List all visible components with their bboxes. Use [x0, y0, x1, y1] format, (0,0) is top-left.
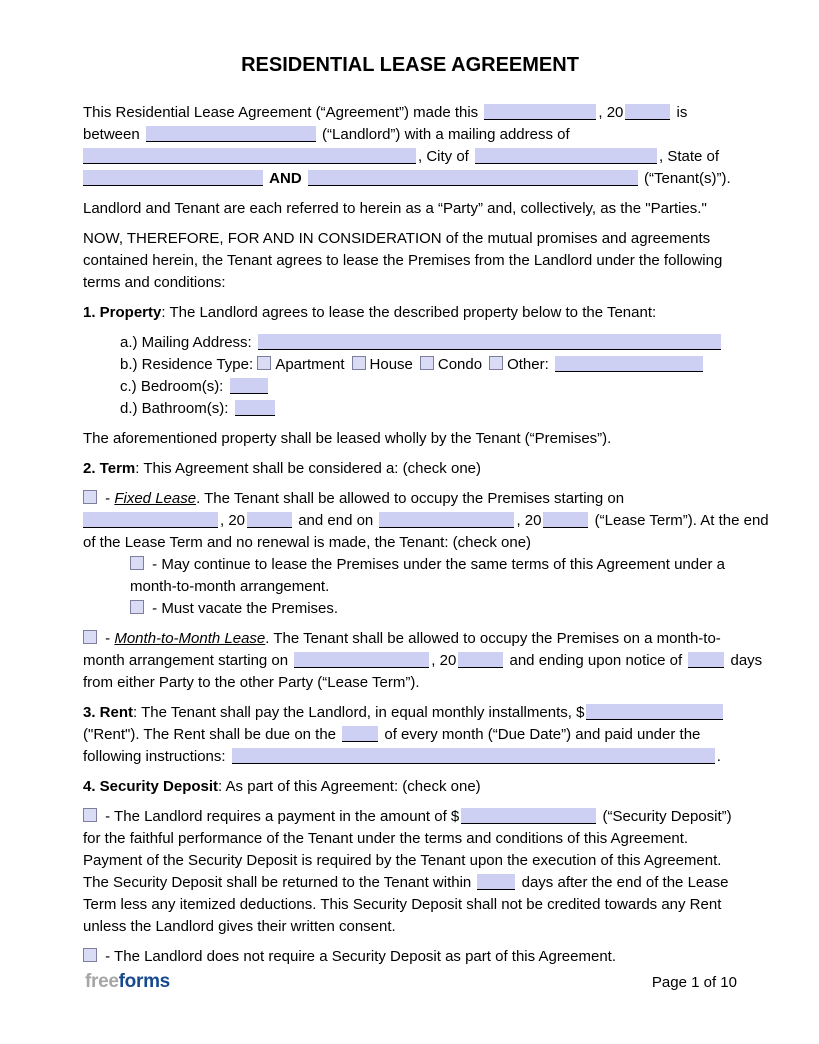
month-to-month-block [83, 628, 763, 694]
parties-paragraph [83, 198, 737, 220]
fixed-lease-dash: - [101, 490, 115, 507]
intro-text: between [83, 126, 144, 143]
fixed-option-text: - May continue to lease the Premises under the same terms of this Agreement under a [148, 556, 725, 573]
property-heading-text: : The Landlord agrees to lease the described property below to the Tenant: [161, 304, 657, 321]
fixed-option-vacate [130, 598, 737, 620]
deposit-line-1 [83, 806, 737, 828]
item-label: d.) Bathroom(s): [120, 400, 233, 417]
section-number-property: 1. Property [83, 304, 162, 321]
fixed-lease-text: , 20 [516, 512, 542, 529]
consideration-line: NOW, THEREFORE, FOR AND IN CONSIDERATION of the mutual promises and agreements [83, 230, 711, 247]
field-fixed-end-year[interactable] [543, 512, 588, 528]
intro-text: (“Tenant(s)”). [639, 170, 731, 187]
property-list [83, 332, 737, 420]
deposit-line-6: unless the Landlord gives their written consent. [83, 918, 396, 935]
field-landlord-city[interactable] [475, 148, 657, 164]
intro-line-4 [83, 168, 737, 190]
checkbox-other[interactable] [489, 356, 503, 370]
field-property-mailing-address[interactable] [258, 334, 721, 350]
checkbox-house[interactable] [352, 356, 366, 370]
rent-text: of every month (“Due Date”) and paid under the [380, 726, 701, 743]
premises-text: The aforementioned property shall be leased wholly by the Tenant (“Premises”). [83, 430, 612, 447]
list-item-bedrooms [120, 376, 737, 398]
intro-line-3 [83, 146, 737, 168]
intro-text: , City of [418, 148, 474, 165]
field-security-deposit-amount[interactable] [461, 808, 596, 824]
mtm-line-1 [83, 628, 737, 650]
brand-logo-forms: forms [118, 971, 170, 992]
fixed-lease-text: (“Lease Term”). At the end [590, 512, 769, 529]
consideration-paragraph [83, 228, 737, 294]
field-fixed-end-date[interactable] [379, 512, 514, 528]
field-landlord-name[interactable] [146, 126, 316, 142]
deposit-heading-text: : As part of this Agreement: (check one) [218, 778, 481, 795]
option-label-condo: Condo [437, 356, 483, 373]
rent-line-2 [83, 724, 737, 746]
field-payment-instructions[interactable] [232, 748, 715, 764]
no-deposit-option [83, 946, 737, 968]
parties-text: Landlord and Tenant are each referred to herein as a “Party” and, collectively, as the "Parties." [83, 200, 707, 217]
mtm-line-2 [83, 650, 763, 672]
page-footer [85, 971, 737, 994]
checkbox-no-security-deposit[interactable] [83, 948, 97, 962]
checkbox-security-deposit-required[interactable] [83, 808, 97, 822]
rent-text: : The Tenant shall pay the Landlord, in equal monthly installments, $ [133, 704, 585, 721]
intro-paragraph [83, 102, 737, 190]
no-deposit-text: - The Landlord does not require a Security Deposit as part of this Agreement. [101, 948, 617, 965]
field-mtm-start-year[interactable] [458, 652, 503, 668]
mtm-text: . The Tenant shall be allowed to occupy the Premises on a month-to- [265, 630, 721, 647]
term-heading [83, 458, 737, 480]
checkbox-continue-month-to-month[interactable] [130, 556, 144, 570]
brand-logo [85, 971, 170, 993]
mtm-text: and ending upon notice of [505, 652, 687, 669]
field-fixed-start-year[interactable] [247, 512, 292, 528]
field-landlord-state[interactable] [83, 170, 263, 186]
deposit-line-4 [83, 872, 737, 894]
fixed-option-text: - Must vacate the Premises. [148, 600, 339, 617]
section-number-deposit: 4. Security Deposit [83, 778, 219, 795]
checkbox-fixed-lease[interactable] [83, 490, 97, 504]
mtm-text: days [726, 652, 763, 669]
consideration-line: terms and conditions: [83, 274, 226, 291]
section-number-term: 2. Term [83, 460, 136, 477]
intro-text: is [672, 104, 688, 121]
fixed-option-text: month-to-month arrangement. [130, 578, 330, 595]
deposit-text: (“Security Deposit”) [598, 808, 732, 825]
brand-logo-free: free [85, 971, 119, 992]
property-heading [83, 302, 737, 324]
rent-text: following instructions: [83, 748, 230, 765]
deposit-line-3: Payment of the Security Deposit is required by the Tenant upon the execution of this Agreement. [83, 852, 722, 869]
deposit-line-2: for the faithful performance of the Tenant under the terms and conditions of this Agreement. [83, 830, 689, 847]
field-deposit-return-days[interactable] [477, 874, 515, 890]
item-label: a.) Mailing Address: [120, 334, 256, 351]
checkbox-must-vacate[interactable] [130, 600, 144, 614]
intro-line-2 [83, 124, 737, 146]
deposit-text: - The Landlord requires a payment in the amount of $ [101, 808, 460, 825]
field-rent-due-day[interactable] [342, 726, 378, 742]
consideration-line: contained herein, the Tenant agrees to lease the Premises from the Landlord under the following [83, 252, 723, 269]
mtm-lease-name: Month-to-Month Lease [114, 630, 266, 647]
mtm-text: from either Party to the other Party (“Lease Term”). [83, 674, 420, 691]
page-number: Page 1 of 10 [651, 974, 737, 991]
intro-line-1 [83, 102, 737, 124]
field-tenant-names[interactable] [308, 170, 638, 186]
fixed-option-continue-line-1 [130, 554, 737, 576]
mtm-line-3 [83, 672, 737, 694]
deposit-text: days after the end of the Lease [517, 874, 729, 891]
mtm-text: , 20 [431, 652, 457, 669]
intro-text: , 20 [598, 104, 624, 121]
rent-line-3 [83, 746, 737, 768]
premises-paragraph [83, 428, 737, 450]
term-heading-text: : This Agreement shall be considered a: (check one) [135, 460, 481, 477]
item-label: c.) Bedroom(s): [120, 378, 228, 395]
field-landlord-street-address[interactable] [83, 148, 416, 164]
deposit-line-5: Term less any itemized deductions. This Security Deposit shall not be credited towards any Rent [83, 896, 722, 913]
field-mtm-start-date[interactable] [294, 652, 429, 668]
section-number-rent: 3. Rent [83, 704, 134, 721]
fixed-option-continue-line-2 [130, 576, 737, 598]
fixed-lease-text: and end on [294, 512, 378, 529]
checkbox-condo[interactable] [420, 356, 434, 370]
mtm-dash: - [101, 630, 115, 647]
option-label-other: Other: [507, 356, 553, 373]
field-fixed-start-date[interactable] [83, 512, 218, 528]
rent-block [83, 702, 737, 768]
fixed-lease-line-1 [83, 488, 737, 510]
field-bedrooms[interactable] [230, 378, 268, 394]
checkbox-apartment[interactable] [257, 356, 271, 370]
option-label-apartment: Apartment [275, 356, 345, 373]
field-bathrooms[interactable] [235, 400, 275, 416]
fixed-lease-block [83, 488, 769, 620]
deposit-required-block [83, 806, 737, 938]
list-item-mailing-address [120, 332, 737, 354]
fixed-lease-text: of the Lease Term and no renewal is made, the Tenant: (check one) [83, 534, 532, 551]
page-title: RESIDENTIAL LEASE AGREEMENT [241, 54, 579, 76]
rent-line-1 [83, 702, 737, 724]
intro-and-text: AND [269, 170, 302, 187]
fixed-lease-line-2 [83, 510, 769, 532]
list-item-bathrooms [120, 398, 737, 420]
option-label-house: House [369, 356, 413, 373]
intro-text: This Residential Lease Agreement (“Agreement”) made this [83, 104, 483, 121]
intro-text: (“Landlord”) with a mailing address of [317, 126, 570, 143]
fixed-lease-text: , 20 [220, 512, 246, 529]
list-item-residence-type [120, 354, 737, 376]
fixed-lease-line-3 [83, 532, 737, 554]
field-day-of-agreement[interactable] [484, 104, 596, 120]
item-label: b.) Residence Type: [120, 356, 258, 373]
deposit-heading [83, 776, 737, 798]
field-rent-amount[interactable] [586, 704, 723, 720]
rent-text: . [716, 748, 721, 765]
rent-text: ("Rent"). The Rent shall be due on the [83, 726, 341, 743]
intro-text: , State of [659, 148, 720, 165]
checkbox-month-to-month-lease[interactable] [83, 630, 97, 644]
field-mtm-notice-days[interactable] [688, 652, 724, 668]
fixed-lease-text: . The Tenant shall be allowed to occupy the Premises starting on [196, 490, 625, 507]
deposit-text: The Security Deposit shall be returned to the Tenant within [83, 874, 476, 891]
field-other-residence-type[interactable] [555, 356, 703, 372]
mtm-text: month arrangement starting on [83, 652, 293, 669]
field-year-of-agreement[interactable] [625, 104, 670, 120]
fixed-lease-name: Fixed Lease [114, 490, 197, 507]
